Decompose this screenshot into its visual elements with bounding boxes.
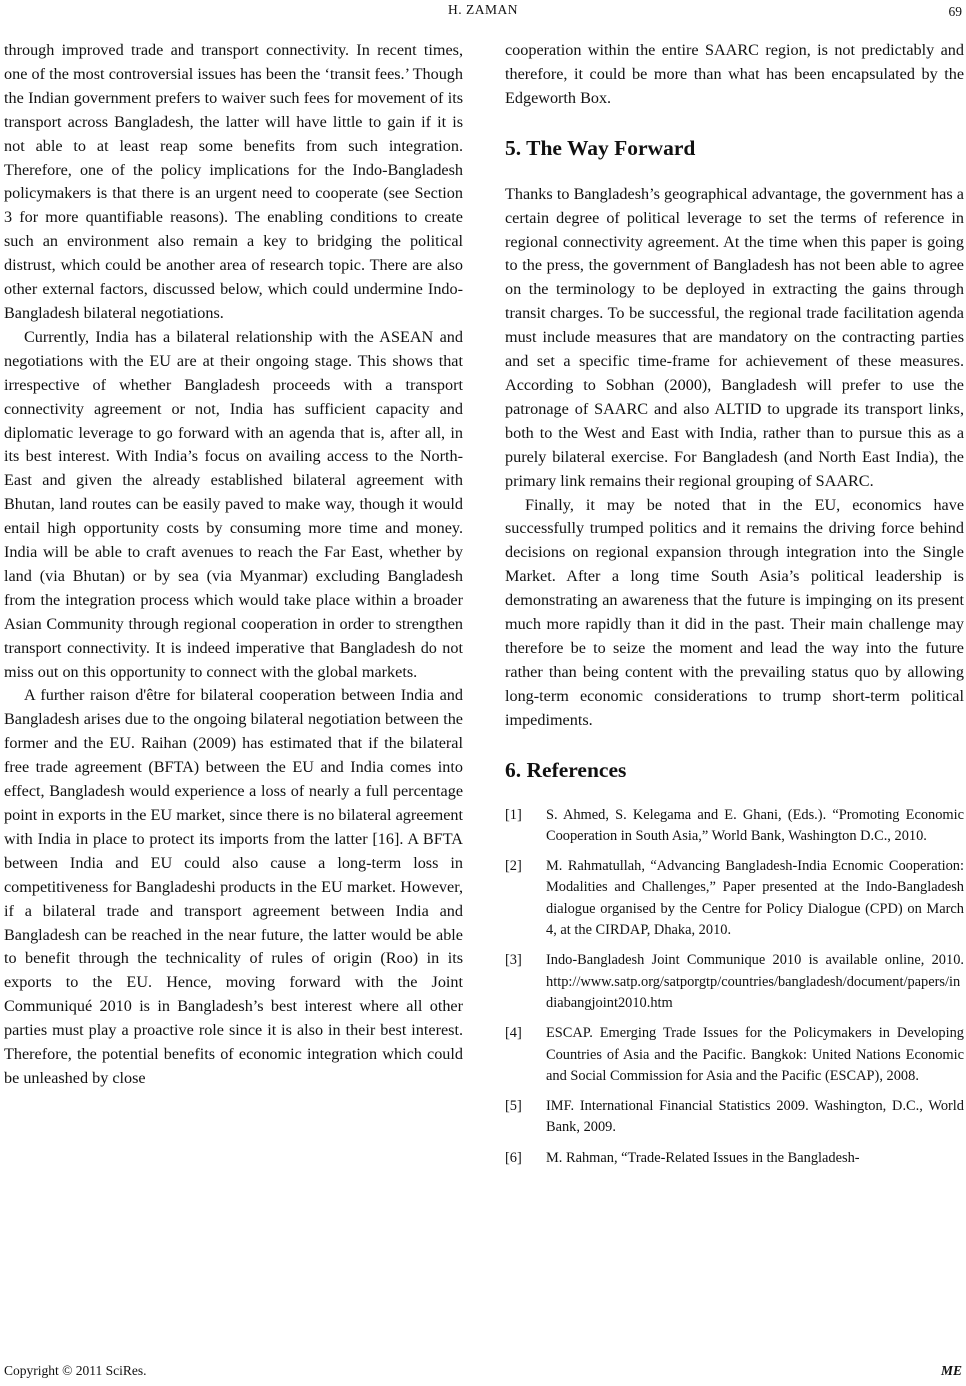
body-paragraph: cooperation within the entire SAARC region, is not predictably and therefore, it could be more than what has been encapsulated by the Edgeworth Box. <box>505 41 964 107</box>
reference-number: [3] <box>505 952 522 969</box>
page-footer <box>0 1363 966 1385</box>
reference-item <box>505 1023 964 1087</box>
running-header <box>0 2 966 24</box>
reference-text: ESCAP. Emerging Trade Issues for the Policymakers in Developing Countries of Asia and the Pacific. Bangkok: United Nations Economic and Social Commission for Asia and the Pacific (ESCAP), 2008. <box>546 1025 964 1084</box>
reference-item <box>505 856 964 941</box>
copyright-notice: Copyright © 2011 SciRes. <box>4 1363 147 1378</box>
section-heading-way-forward: 5. The Way Forward <box>505 135 696 160</box>
body-paragraph: Finally, it may be noted that in the EU, economics have successfully trumped politics and it remains the driving force behind decisions on regional expansion through integration into the Single Market. After a long time South Asia’s political leadership is demonstrating an awareness that the future is impinging on its present much more rapidly than it did in the past. Their main challenge may therefore be to seize the moment and lead the way into the future rather than being content with the prevailing status quo by allowing long-term economic considerations to trump short-term political impediments. <box>505 495 964 729</box>
left-column <box>4 39 463 1091</box>
body-paragraph: Currently, India has a bilateral relationship with the ASEAN and negotiations with the EU are at their ongoing stage. This shows that irrespective of whether Bangladesh proceeds with a transport connectivity agreement or not, India has sufficient capacity and diplomatic leverage to go forward with an agenda that is, after all, in its best interest. With India’s focus on availing access to the North-East and given the already established bilateral agreement with Bhutan, land routes can be easily paved to make way, though it would entail high opportunity costs by consuming more time and money. India will be able to craft avenues to reach the Far East, whether by land (via Bhutan) or by sea (via Myanmar) excluding Bangladesh from the integration process which would take place within a broader Asian Community through regional cooperation in order to strengthen transport connectivity. It is indeed imperative that Bangladesh do not miss out on this opportunity to connect with the global markets. <box>4 327 463 681</box>
section-heading-references: 6. References <box>505 757 627 782</box>
reference-number: [6] <box>505 1149 522 1166</box>
reference-number: [2] <box>505 858 522 875</box>
right-column <box>505 39 964 1178</box>
author-name: H. ZAMAN <box>448 2 518 17</box>
journal-abbreviation: ME <box>940 1363 962 1378</box>
reference-item <box>505 1148 964 1169</box>
body-paragraph: A further raison d'être for bilateral cooperation between India and Bangladesh arises due to the ongoing bilateral negotiation between the former and the EU. Raihan (2009) has estimated that if the bilateral free trade agreement (BFTA) between the EU and India comes into effect, Bangladesh would experience a loss of nearly a full percentage point in exports in the EU market, since there is no bilateral agreement with India in place to protect its imports from the latter [16]. A BFTA between India and EU could also cause a long-term loss in competitiveness for Bangladeshi products in the EU market. However, if a bilateral trade and transport agreement between India and Bangladesh can be reached in the near future, the latter would be able to benefit through the technicality of rules of origin (Roo) in its exports to the EU. Hence, moving forward with the Joint Communiqué 2010 is in Bangladesh’s best interest where all other parties must play a proactive role since it is also in their best interest. Therefore, the potential benefits of economic integration which could be unleashed by close <box>4 686 463 1087</box>
reference-number: [4] <box>505 1025 522 1042</box>
reference-number: [1] <box>505 806 522 823</box>
page-number: 69 <box>948 4 962 19</box>
reference-item <box>505 950 964 1014</box>
reference-text: S. Ahmed, S. Kelegama and E. Ghani, (Eds.). “Promoting Economic Cooperation in South Asia,” World Bank, Washington D.C., 2010. <box>546 806 964 844</box>
body-paragraph: through improved trade and transport connectivity. In recent times, one of the most controversial issues has been the ‘transit fees.’ Though the Indian government prefers to waiver such fees for movement of its transport across Bangladesh, the latter will have little to gain if it is not able to at least reap some benefits from such integration. Therefore, one of the policy implications for the Indo-Bangladesh policymakers is that there is an urgent need to cooperate (see Section 3 for more quantifiable reasons). The enabling conditions to create such an environment also remain a key to bridging the political distrust, which could be another area of research topic. There are also other external factors, discussed below, which could undermine Indo-Bangladesh bilateral negotiations. <box>4 41 463 322</box>
reference-item <box>505 1096 964 1139</box>
reference-number: [5] <box>505 1098 522 1115</box>
reference-list <box>505 805 964 1169</box>
reference-item <box>505 805 964 848</box>
reference-text: M. Rahmatullah, “Advancing Bangladesh-India Ecnomic Cooperation: Modalities and Challenges,” Paper presented at the Indo-Bangladesh dialogue organised by the Centre for Policy Dialogue (CPD) on March 4, at the CIRDAP, Dhaka, 2010. <box>546 858 964 939</box>
reference-text: IMF. International Financial Statistics 2009. Washington, D.C., World Bank, 2009. <box>546 1098 964 1136</box>
reference-text: M. Rahman, “Trade-Related Issues in the Bangladesh- <box>546 1149 860 1166</box>
reference-text: Indo-Bangladesh Joint Communique 2010 is available online, 2010. http://www.satp.org/satporgtp/countries/bangladesh/document/papers/indiabangjoint2010.htm <box>546 952 964 1011</box>
body-paragraph: Thanks to Bangladesh’s geographical advantage, the government has a certain degree of political leverage to set the terms of reference in regional connectivity agreement. At the time when this paper is going to the press, the government of Bangladesh has not been able to agree on the terminology to be deployed in extracting the gains through transit charges. To be successful, the regional trade facilitation agenda must include measures that are mandatory on the contracting parties and set a specific time-frame for achievement of these measures. According to Sobhan (2000), Bangladesh will prefer to use the patronage of SAARC and also ALTID to upgrade its transport links, both to the West and East with India, rather than to pursue this as a purely bilateral exercise. For Bangladesh (and North East India), the primary link remains their regional grouping of SAARC. <box>505 184 964 490</box>
